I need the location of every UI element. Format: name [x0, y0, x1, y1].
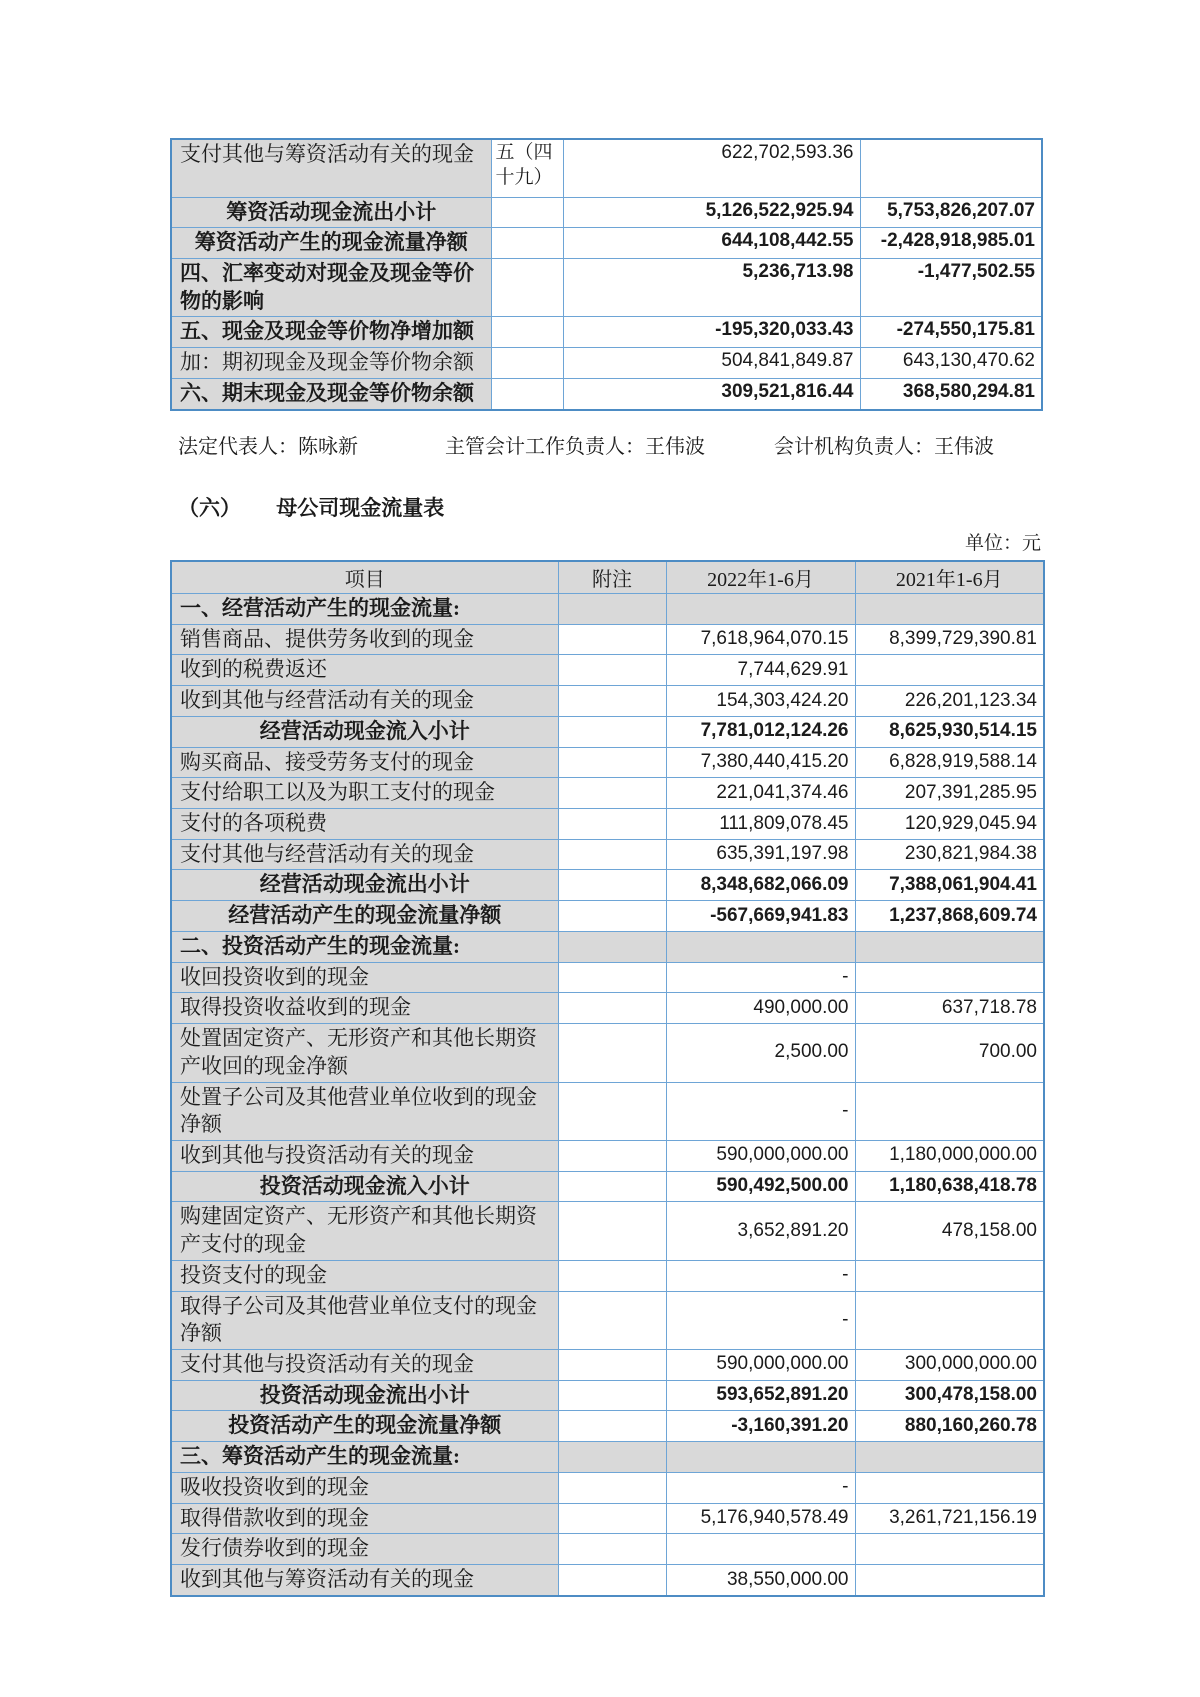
value-2021: 300,000,000.00: [855, 1349, 1044, 1380]
value-2021: [855, 1260, 1044, 1291]
row-label: 收回投资收到的现金: [171, 962, 558, 993]
row-label: 支付的各项税费: [171, 809, 558, 840]
chief-accountant: 主管会计工作负责人：王伟波: [445, 436, 705, 458]
row-label: 销售商品、提供劳务收到的现金: [171, 624, 558, 655]
row-note: [558, 809, 666, 840]
row-note: [558, 1534, 666, 1565]
row-note: [558, 594, 666, 625]
row-note: [558, 1260, 666, 1291]
section-heading: [178, 492, 444, 522]
table-header-row: [171, 561, 1044, 594]
table-row: [171, 1291, 1044, 1349]
row-note: [558, 1349, 666, 1380]
row-note: [558, 1140, 666, 1171]
value-2022: 2,500.00: [666, 1024, 855, 1082]
value-2021: -274,550,175.81: [860, 317, 1042, 348]
row-label: 筹资活动产生的现金流量净额: [171, 228, 491, 259]
value-2021: 643,130,470.62: [860, 348, 1042, 379]
column-header-item: 项目: [171, 561, 558, 594]
row-label: 经营活动现金流入小计: [171, 716, 558, 747]
row-note: [491, 228, 563, 259]
value-2022: [666, 1534, 855, 1565]
section-title: 母公司现金流量表: [276, 496, 445, 520]
value-2022: 5,176,940,578.49: [666, 1503, 855, 1534]
table-row: [171, 317, 1042, 348]
row-note: [558, 1442, 666, 1473]
value-2021: 207,391,285.95: [855, 778, 1044, 809]
row-label: 筹资活动现金流出小计: [171, 197, 491, 228]
unit-label: 单位：元: [964, 533, 1041, 554]
row-label: 收到的税费返还: [171, 655, 558, 686]
value-2022: 644,108,442.55: [563, 228, 860, 259]
section-number: （六）: [178, 496, 241, 520]
table-row: [171, 901, 1044, 932]
accounting-department-head: 会计机构负责人：王伟波: [774, 436, 994, 458]
table-row: [171, 1565, 1044, 1596]
value-2021: [855, 1291, 1044, 1349]
value-2022: 38,550,000.00: [666, 1565, 855, 1596]
value-2021: 1,180,000,000.00: [855, 1140, 1044, 1171]
value-2022: 7,744,629.91: [666, 655, 855, 686]
value-2022: 504,841,849.87: [563, 348, 860, 379]
value-2022: 490,000.00: [666, 993, 855, 1024]
value-2022: 221,041,374.46: [666, 778, 855, 809]
table-row: [171, 228, 1042, 259]
table-row: [171, 1380, 1044, 1411]
value-2022: 5,236,713.98: [563, 258, 860, 316]
value-2022: 590,000,000.00: [666, 1140, 855, 1171]
row-note: [558, 624, 666, 655]
value-2021: 1,237,868,609.74: [855, 901, 1044, 932]
table-row: [171, 624, 1044, 655]
value-2021: 637,718.78: [855, 993, 1044, 1024]
value-2022: 7,781,012,124.26: [666, 716, 855, 747]
value-2022: -: [666, 1260, 855, 1291]
row-label: 四、汇率变动对现金及现金等价物的影响: [171, 258, 491, 316]
value-2022: 3,652,891.20: [666, 1202, 855, 1260]
value-2022: [666, 931, 855, 962]
value-2022: [666, 1442, 855, 1473]
row-note: [558, 1024, 666, 1082]
table-row: [171, 1171, 1044, 1202]
row-note: [491, 317, 563, 348]
value-2021: [855, 1472, 1044, 1503]
table-row: [171, 962, 1044, 993]
value-2021: 8,399,729,390.81: [855, 624, 1044, 655]
table-row: [171, 1472, 1044, 1503]
row-label: 收到其他与投资活动有关的现金: [171, 1140, 558, 1171]
row-label: 收到其他与筹资活动有关的现金: [171, 1565, 558, 1596]
signature-line: [178, 430, 1058, 459]
table-row: [171, 378, 1042, 409]
row-note: [491, 258, 563, 316]
value-2021: [855, 594, 1044, 625]
row-label: 经营活动产生的现金流量净额: [171, 901, 558, 932]
value-2021: [855, 962, 1044, 993]
row-note: [558, 931, 666, 962]
row-note: [558, 870, 666, 901]
table-row: [171, 1202, 1044, 1260]
row-label: 五、现金及现金等价物净增加额: [171, 317, 491, 348]
row-label: 三、筹资活动产生的现金流量:: [171, 1442, 558, 1473]
row-note: [491, 378, 563, 409]
value-2022: -195,320,033.43: [563, 317, 860, 348]
value-2022: -567,669,941.83: [666, 901, 855, 932]
row-label: 取得投资收益收到的现金: [171, 993, 558, 1024]
row-note: [558, 1503, 666, 1534]
value-2022: -: [666, 1082, 855, 1140]
row-label: 取得子公司及其他营业单位支付的现金净额: [171, 1291, 558, 1349]
value-2022: [666, 594, 855, 625]
row-label: 支付给职工以及为职工支付的现金: [171, 778, 558, 809]
row-note: 五（四十九）: [491, 139, 563, 197]
table-row: [171, 197, 1042, 228]
value-2022: 7,380,440,415.20: [666, 747, 855, 778]
column-header-2022: 2022年1-6月: [666, 561, 855, 594]
table-row: [171, 139, 1042, 197]
table-row: [171, 1349, 1044, 1380]
value-2021: 300,478,158.00: [855, 1380, 1044, 1411]
row-label: 收到其他与经营活动有关的现金: [171, 686, 558, 717]
value-2022: 635,391,197.98: [666, 839, 855, 870]
value-2022: 622,702,593.36: [563, 139, 860, 197]
row-note: [558, 1202, 666, 1260]
table-row: [171, 931, 1044, 962]
legal-representative: 法定代表人：陈咏新: [178, 436, 358, 458]
row-label: 支付其他与筹资活动有关的现金: [171, 139, 491, 197]
table-row: [171, 1534, 1044, 1565]
value-2021: [860, 139, 1042, 197]
row-label: 处置固定资产、无形资产和其他长期资产收回的现金净额: [171, 1024, 558, 1082]
value-2021: [855, 931, 1044, 962]
table-row: [171, 1442, 1044, 1473]
value-2021: [855, 1534, 1044, 1565]
row-label: 投资活动现金流出小计: [171, 1380, 558, 1411]
value-2022: 590,492,500.00: [666, 1171, 855, 1202]
value-2021: -2,428,918,985.01: [860, 228, 1042, 259]
row-note: [491, 197, 563, 228]
row-note: [558, 839, 666, 870]
value-2022: -: [666, 1291, 855, 1349]
row-label: 二、投资活动产生的现金流量:: [171, 931, 558, 962]
table-row: [171, 1260, 1044, 1291]
row-note: [558, 1472, 666, 1503]
row-label: 取得借款收到的现金: [171, 1503, 558, 1534]
row-label: 处置子公司及其他营业单位收到的现金净额: [171, 1082, 558, 1140]
value-2021: 880,160,260.78: [855, 1411, 1044, 1442]
table-row: [171, 839, 1044, 870]
row-label: 支付其他与经营活动有关的现金: [171, 839, 558, 870]
row-note: [558, 1565, 666, 1596]
value-2021: 5,753,826,207.07: [860, 197, 1042, 228]
row-note: [558, 716, 666, 747]
table-row: [171, 809, 1044, 840]
table-row: [171, 1411, 1044, 1442]
row-label: 经营活动现金流出小计: [171, 870, 558, 901]
value-2021: [855, 1442, 1044, 1473]
value-2021: 6,828,919,588.14: [855, 747, 1044, 778]
table-row: [171, 1024, 1044, 1082]
value-2022: 111,809,078.45: [666, 809, 855, 840]
value-2021: 368,580,294.81: [860, 378, 1042, 409]
table-row: [171, 1082, 1044, 1140]
value-2022: 593,652,891.20: [666, 1380, 855, 1411]
row-label: 发行债券收到的现金: [171, 1534, 558, 1565]
row-label: 六、期末现金及现金等价物余额: [171, 378, 491, 409]
row-note: [558, 1082, 666, 1140]
table-row: [171, 258, 1042, 316]
value-2021: 1,180,638,418.78: [855, 1171, 1044, 1202]
table-row: [171, 747, 1044, 778]
row-label: 购建固定资产、无形资产和其他长期资产支付的现金: [171, 1202, 558, 1260]
value-2021: [855, 1565, 1044, 1596]
value-2022: -3,160,391.20: [666, 1411, 855, 1442]
value-2021: 478,158.00: [855, 1202, 1044, 1260]
value-2021: 3,261,721,156.19: [855, 1503, 1044, 1534]
row-note: [558, 778, 666, 809]
row-label: 支付其他与投资活动有关的现金: [171, 1349, 558, 1380]
row-label: 加：期初现金及现金等价物余额: [171, 348, 491, 379]
table-row: [171, 1503, 1044, 1534]
table-row: [171, 348, 1042, 379]
table-row: [171, 778, 1044, 809]
row-label: 投资支付的现金: [171, 1260, 558, 1291]
column-header-note: 附注: [558, 561, 666, 594]
row-label: 一、经营活动产生的现金流量:: [171, 594, 558, 625]
value-2021: 120,929,045.94: [855, 809, 1044, 840]
value-2021: [855, 655, 1044, 686]
row-note: [558, 993, 666, 1024]
row-note: [558, 1380, 666, 1411]
value-2021: 700.00: [855, 1024, 1044, 1082]
value-2022: -: [666, 1472, 855, 1503]
value-2022: 5,126,522,925.94: [563, 197, 860, 228]
value-2022: 7,618,964,070.15: [666, 624, 855, 655]
row-label: 购买商品、接受劳务支付的现金: [171, 747, 558, 778]
column-header-2021: 2021年1-6月: [855, 561, 1044, 594]
row-note: [558, 1411, 666, 1442]
row-label: 投资活动现金流入小计: [171, 1171, 558, 1202]
row-note: [558, 962, 666, 993]
value-2021: [855, 1082, 1044, 1140]
row-label: 投资活动产生的现金流量净额: [171, 1411, 558, 1442]
value-2021: 230,821,984.38: [855, 839, 1044, 870]
row-note: [558, 655, 666, 686]
table-row: [171, 594, 1044, 625]
value-2021: 226,201,123.34: [855, 686, 1044, 717]
table-row: [171, 870, 1044, 901]
parent-cashflow-table: [170, 560, 1045, 1597]
value-2022: -: [666, 962, 855, 993]
table-row: [171, 1140, 1044, 1171]
table-row: [171, 655, 1044, 686]
row-note: [558, 747, 666, 778]
row-note: [558, 686, 666, 717]
value-2022: 590,000,000.00: [666, 1349, 855, 1380]
row-note: [558, 901, 666, 932]
table-row: [171, 993, 1044, 1024]
value-2021: -1,477,502.55: [860, 258, 1042, 316]
value-2021: 7,388,061,904.41: [855, 870, 1044, 901]
row-note: [558, 1171, 666, 1202]
value-2021: 8,625,930,514.15: [855, 716, 1044, 747]
row-note: [491, 348, 563, 379]
row-note: [558, 1291, 666, 1349]
row-label: 吸收投资收到的现金: [171, 1472, 558, 1503]
table-row: [171, 716, 1044, 747]
table-row: [171, 686, 1044, 717]
value-2022: 309,521,816.44: [563, 378, 860, 409]
value-2022: 154,303,424.20: [666, 686, 855, 717]
consolidated-cashflow-continuation-table: [170, 138, 1043, 411]
value-2022: 8,348,682,066.09: [666, 870, 855, 901]
